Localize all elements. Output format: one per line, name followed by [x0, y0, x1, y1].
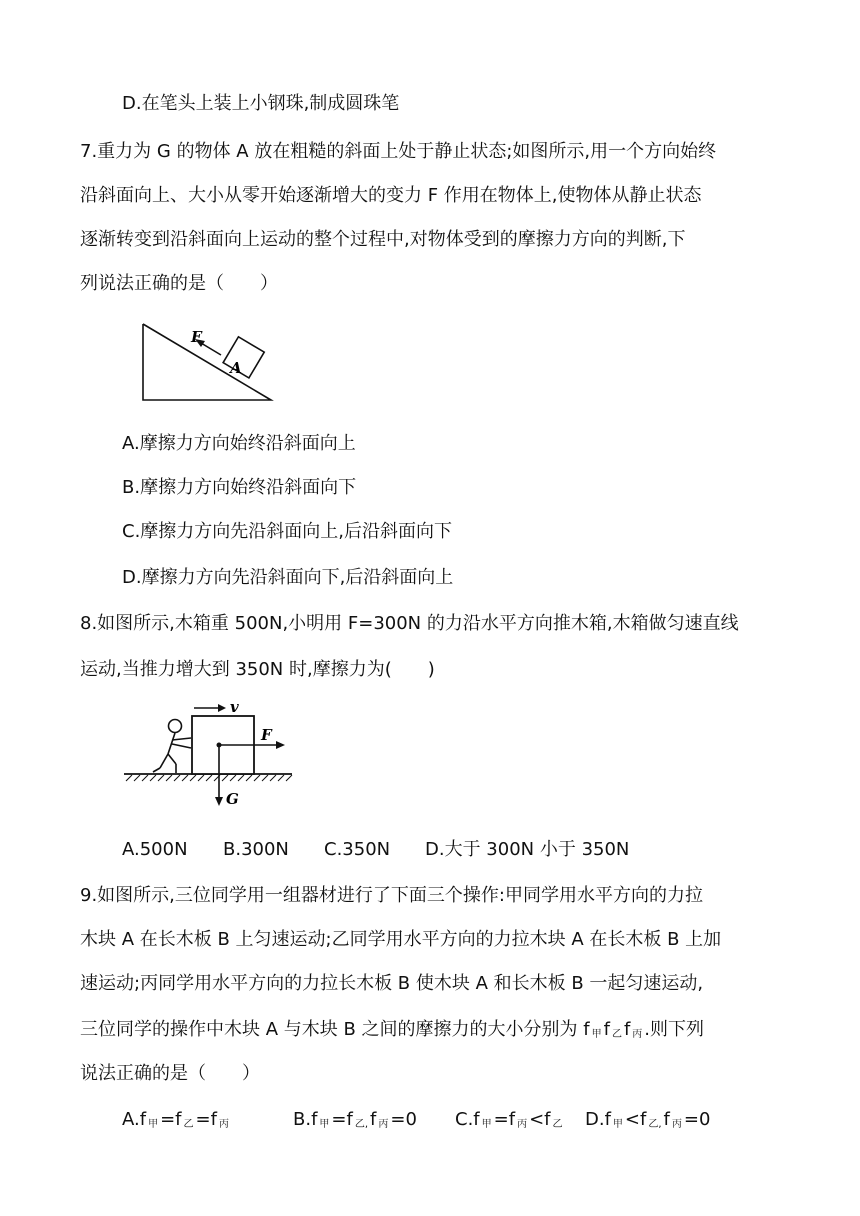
subscript: 丙 [218, 1119, 229, 1130]
q8-option-d: D.大于 300N 小于 350N [425, 839, 630, 860]
person-figure [153, 720, 191, 774]
force-arrow [201, 343, 221, 355]
q9-option-b [293, 1108, 417, 1137]
subscript: 乙, [354, 1119, 369, 1130]
option-text: B.f [293, 1109, 318, 1130]
subscript: 甲 [612, 1119, 623, 1130]
q7-stem-line-3: 逐渐转变到沿斜面向上运动的整个过程中,对物体受到的摩擦力方向的判断,下 [80, 229, 686, 250]
q7-stem-line-4: 列说法正确的是（ ） [80, 273, 278, 294]
q7-stem-line-2: 沿斜面向上、大小从零开始逐渐增大的变力 F 作用在物体上,使物体从静止状态 [80, 185, 702, 206]
velocity-arrowhead [218, 704, 226, 712]
q8-option-b: B.300N [223, 839, 289, 860]
subscript: 甲 [148, 1119, 159, 1130]
block-a-label: A [230, 359, 242, 377]
option-text: =f [160, 1109, 182, 1130]
q7-option-a: A.摩擦力方向始终沿斜面向上 [122, 433, 356, 454]
q9-stem-line-4-text: 三位同学的操作中木块 A 与木块 B 之间的摩擦力的大小分别为 f [80, 1019, 590, 1040]
q8-stem-line-1: 8.如图所示,木箱重 500N,小明用 F=300N 的力沿水平方向推木箱,木箱做匀速直线 [80, 613, 739, 634]
symbol-f: f [623, 1019, 631, 1040]
q9-stem-line-4-end: .则下列 [644, 1019, 705, 1040]
gravity-label: G [226, 790, 239, 808]
q6-option-d: D.在笔头上装上小钢珠,制成圆珠笔 [122, 93, 400, 114]
subscript: 甲 [319, 1119, 330, 1130]
subscript: 乙 [552, 1119, 563, 1130]
subscript: 乙, [648, 1119, 662, 1130]
q9-stem-line-4 [80, 1018, 704, 1047]
q9-option-a [122, 1108, 231, 1137]
subscript: 丙 [378, 1119, 389, 1130]
q8-stem-line-2: 运动,当推力增大到 350N 时,摩擦力为( ) [80, 659, 435, 680]
ground-hatch [126, 775, 292, 781]
option-text: <f [529, 1109, 551, 1130]
subscript: 丙 [517, 1119, 528, 1130]
q7-incline-figure [135, 318, 280, 406]
q9-stem-line-5: 说法正确的是（ ） [80, 1063, 260, 1084]
option-text: C.f [455, 1109, 480, 1130]
force-label: F [261, 726, 272, 744]
option-text: =0 [390, 1109, 417, 1130]
subscript-yi: 乙 [611, 1029, 622, 1040]
q9-stem-line-2: 木块 A 在长木板 B 上匀速运动;乙同学用水平方向的力拉木块 A 在长木板 B 上加 [80, 929, 722, 950]
q8-box-figure [120, 696, 295, 814]
q8-option-c: C.350N [324, 839, 391, 860]
q9-stem-line-3: 速运动;丙同学用水平方向的力拉长木板 B 使木块 A 和长木板 B 一起匀速运动, [80, 973, 704, 994]
subscript: 丙 [671, 1119, 682, 1130]
force-arrowhead [276, 741, 285, 749]
option-text: A.f [122, 1109, 147, 1130]
option-text: =f [331, 1109, 353, 1130]
gravity-arrowhead [215, 797, 223, 806]
force-label: F [191, 328, 202, 346]
option-text: =f [195, 1109, 217, 1130]
option-text: <f [624, 1109, 647, 1130]
subscript-bing: 丙 [632, 1029, 643, 1040]
q9-option-c [455, 1108, 564, 1137]
q7-option-b: B.摩擦力方向始终沿斜面向下 [122, 477, 357, 498]
q9-stem-line-1: 9.如图所示,三位同学用一组器材进行了下面三个操作:甲同学用水平方向的力拉 [80, 885, 703, 906]
option-text: =f [493, 1109, 516, 1130]
q7-option-d: D.摩擦力方向先沿斜面向下,后沿斜面向上 [122, 567, 454, 588]
symbol-f: f [603, 1019, 610, 1040]
subscript: 乙 [183, 1119, 194, 1130]
option-text: D.f [585, 1109, 611, 1130]
velocity-label: v [230, 698, 239, 716]
q9-option-d [585, 1108, 710, 1137]
q8-option-a: A.500N [122, 839, 188, 860]
q7-stem-line-1: 7.重力为 G 的物体 A 放在粗糙的斜面上处于静止状态;如图所示,用一个方向始终 [80, 141, 717, 162]
subscript-jia: 甲 [591, 1029, 602, 1040]
option-text: f [663, 1109, 670, 1130]
subscript: 甲 [481, 1119, 492, 1130]
option-text: =0 [683, 1109, 711, 1130]
option-text: f [370, 1109, 377, 1130]
q7-option-c: C.摩擦力方向先沿斜面向上,后沿斜面向下 [122, 521, 453, 542]
